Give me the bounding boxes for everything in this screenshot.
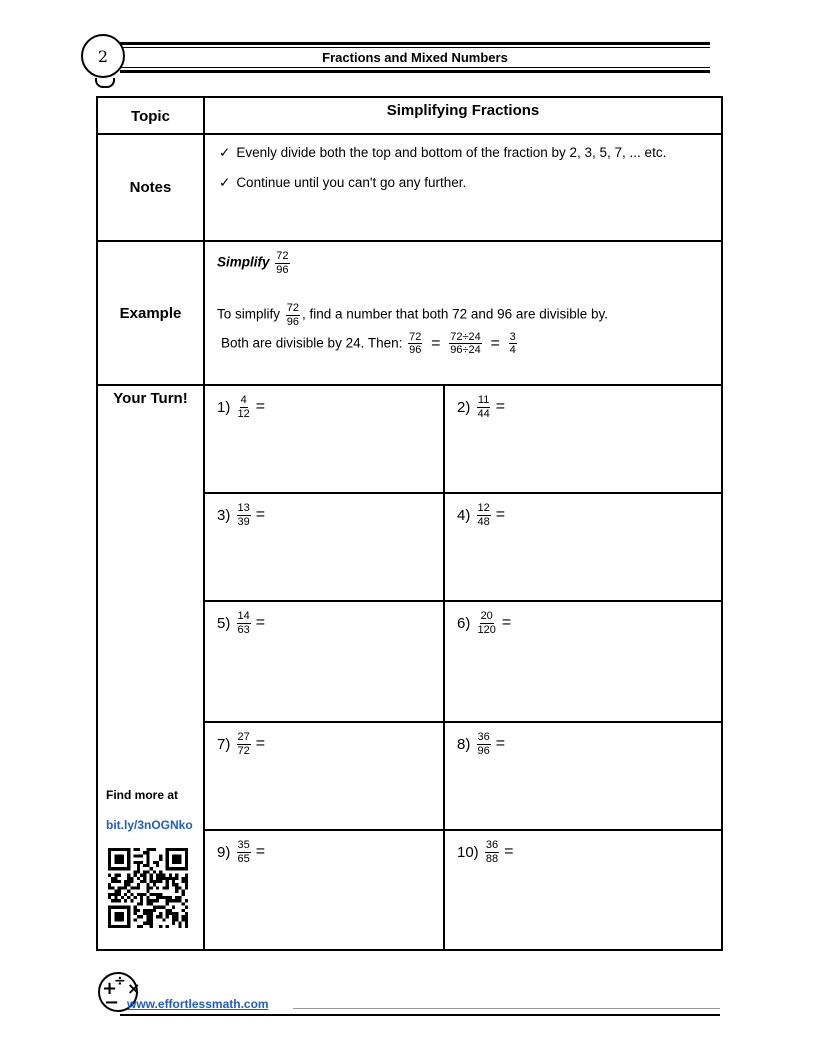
problem-fraction: $\frac{36}{96}$ [477, 731, 490, 757]
problem-fraction: $\frac{20}{120}$ [477, 610, 496, 636]
problem-fraction: $\frac{14}{63}$ [237, 610, 250, 636]
note-text: Evenly divide both the top and bottom of the fraction by 2, 3, 5, 7, ... etc. [236, 145, 667, 160]
more-link[interactable]: bit.ly/3nOGNko [106, 818, 193, 832]
example-line-1: To simplify $\frac{72}{96}$ , find a number that both 72 and 96 are divisible by. [217, 302, 608, 328]
problem-cell[interactable]: 3) $\frac{13}{39}$ = [204, 493, 444, 601]
problem-cell[interactable]: 7) $\frac{27}{72}$ = [204, 722, 444, 830]
problem-fraction: $\frac{35}{65}$ [237, 839, 250, 865]
header-title: Fractions and Mixed Numbers [322, 50, 508, 65]
simplify-word: Simplify [217, 254, 270, 270]
problem-fraction: $\frac{11}{44}$ [477, 394, 490, 420]
example-label: Example [97, 241, 204, 385]
svg-text:+: + [102, 978, 118, 999]
header-rule-top-thin [120, 47, 710, 48]
problem-cell[interactable]: 6) $\frac{20}{120}$ = [444, 601, 722, 722]
example-inline-fraction: $\frac{72}{96}$ [286, 302, 300, 328]
header-rule-bottom [120, 70, 710, 73]
problem-fraction: $\frac{36}{88}$ [485, 839, 499, 865]
problem-fraction: $\frac{27}{72}$ [237, 731, 250, 757]
example-start-fraction: $\frac{72}{96}$ [409, 330, 422, 357]
your-turn-label: Your Turn! [113, 390, 188, 407]
problem-fraction: $\frac{12}{48}$ [477, 502, 490, 528]
checkmark-icon: ✓ [219, 145, 231, 160]
header-rule-bottom-thin [120, 67, 710, 68]
equals-sign: = [431, 334, 441, 352]
note-item [219, 145, 721, 161]
problem-cell[interactable]: 10) $\frac{36}{88}$ = [444, 830, 722, 950]
example-fraction: $\frac{72}{96}$ [276, 250, 289, 276]
qr-code [108, 848, 188, 928]
svg-text:×: × [127, 979, 141, 998]
svg-text:−: − [104, 992, 120, 1013]
page-number: 2 [97, 46, 109, 66]
footer-rule [120, 1014, 720, 1016]
example-step-fraction: $\frac{72\div 24}{96\div 24}$ [450, 330, 481, 357]
footer-rule-thin [293, 1008, 720, 1009]
topic-title: Simplifying Fractions [204, 97, 722, 134]
svg-text:÷: ÷ [114, 973, 126, 989]
your-turn-cell [97, 385, 204, 950]
notes-label: Notes [97, 134, 204, 241]
page-number-badge [81, 34, 125, 78]
problem-cell[interactable]: 4) $\frac{12}{48}$ = [444, 493, 722, 601]
problem-fraction: $\frac{4}{12}$ [237, 394, 250, 420]
worksheet-table [96, 96, 723, 951]
problem-cell[interactable]: 5) $\frac{14}{63}$ = [204, 601, 444, 722]
example-line-2: Both are divisible by 24. Then: $\frac{72}{96}$ = $\frac{72\div 24}{96\div 24}$ = $\frac{3}{4}$ [221, 330, 516, 357]
notes-cell [204, 134, 722, 241]
equals-sign: = [490, 334, 500, 352]
problem-fraction: $\frac{13}{39}$ [237, 502, 250, 528]
checkmark-icon: ✓ [219, 175, 231, 190]
note-item [219, 175, 721, 191]
footer-website-link[interactable]: www.effortlessmath.com [127, 997, 269, 1011]
find-more-text: Find more at [106, 788, 179, 802]
topic-label: Topic [97, 97, 204, 134]
note-text: Continue until you can't go any further. [236, 175, 467, 190]
problem-cell[interactable]: 1) $\frac{4}{12}$ = [204, 385, 444, 493]
example-cell [204, 241, 722, 385]
problem-cell[interactable]: 2) $\frac{11}{44}$ = [444, 385, 722, 493]
example-result-fraction: $\frac{3}{4}$ [509, 330, 516, 357]
header-rule-top [120, 42, 710, 45]
example-heading [217, 250, 709, 276]
problem-cell[interactable]: 9) $\frac{35}{65}$ = [204, 830, 444, 950]
problem-cell[interactable]: 8) $\frac{36}{96}$ = [444, 722, 722, 830]
